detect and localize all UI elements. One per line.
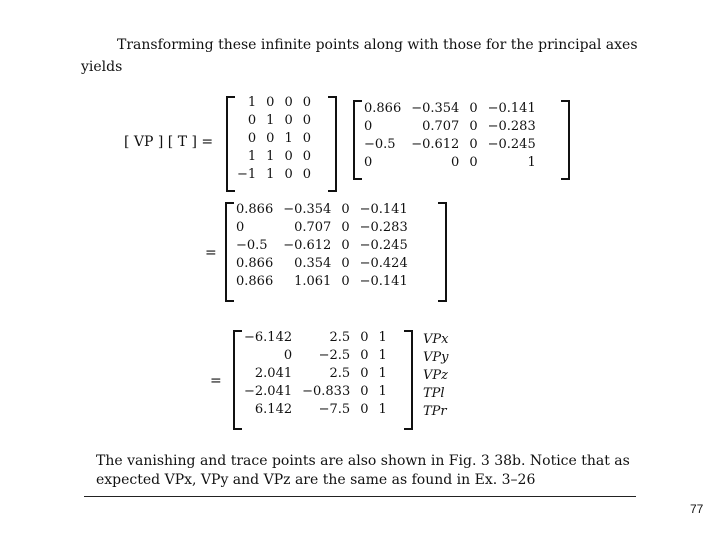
equation-lhs-label: [ VP ] [ T ] =: [124, 134, 214, 150]
matrix-cell: 0: [341, 238, 350, 253]
matrix-cell: 0: [469, 155, 478, 170]
matrix-cell: 0: [469, 137, 478, 152]
footer-rule: [84, 496, 636, 497]
matrix-row: [232, 148, 316, 166]
intro-line-2: yields: [81, 59, 123, 75]
equals-sign-2: =: [210, 373, 222, 389]
result-row-labels: [423, 331, 448, 421]
matrix-cell: 0: [360, 384, 369, 399]
matrix-cell: 0: [284, 113, 293, 128]
matrix-cell: 1: [266, 149, 275, 164]
result-row-label: TPl: [423, 386, 445, 401]
matrix-cell: 0: [341, 202, 350, 217]
matrix-cell: −0.245: [487, 137, 536, 152]
matrix-cell: 0.866: [364, 101, 402, 116]
matrix-row: [231, 255, 413, 273]
matrix-product-right-bracket: [438, 202, 447, 302]
matrix-cell: −0.612: [283, 238, 332, 253]
matrix-cell: 1.061: [294, 274, 332, 289]
matrix-cell: −2.5: [318, 348, 351, 363]
matrix-row: [231, 237, 413, 255]
matrix-cell: 6.142: [254, 402, 293, 417]
matrix-cell: 0: [360, 348, 369, 363]
matrix-cell: 1: [247, 95, 257, 110]
matrix-cell: 1: [266, 167, 275, 182]
matrix-row: [231, 201, 413, 219]
matrix-result: [239, 329, 392, 419]
matrix-row: [232, 94, 316, 112]
matrix-cell: 0: [360, 366, 369, 381]
matrix-row: [232, 130, 316, 148]
matrix-cell: 0: [236, 220, 245, 235]
matrix-row: [359, 100, 541, 118]
conclusion-line-1: The vanishing and trace points are also shown in Fig. 3 38b. Notice that as: [96, 453, 630, 469]
matrix-cell: −0.141: [359, 274, 408, 289]
matrix-cell: 0.354: [294, 256, 332, 271]
matrix-row: [239, 329, 392, 347]
matrix-row: [359, 154, 541, 172]
matrix-cell: −6.142: [244, 330, 293, 345]
matrix-cell: 0: [341, 256, 350, 271]
matrix-cell: −7.5: [318, 402, 351, 417]
matrix-cell: 0: [284, 95, 293, 110]
matrix-cell: −0.283: [359, 220, 408, 235]
matrix-cell: 1: [527, 155, 536, 170]
matrix-cell: 0: [341, 274, 350, 289]
matrix-cell: 1: [378, 366, 387, 381]
matrix-cell: 2.5: [329, 330, 351, 345]
matrix-cell: −0.141: [487, 101, 536, 116]
matrix-row: [232, 112, 316, 130]
matrix-row: [239, 347, 392, 365]
matrix-product: [231, 201, 413, 291]
matrix-cell: −0.424: [359, 256, 408, 271]
matrix-cell: 0.866: [236, 256, 274, 271]
matrix-cell: 0: [364, 155, 373, 170]
matrix-row: [231, 219, 413, 237]
matrix-cell: −0.833: [302, 384, 351, 399]
matrix-cell: 0: [302, 113, 312, 128]
matrix-row: [232, 166, 316, 184]
matrix-vp-right-bracket: [328, 96, 337, 192]
matrix-t: [359, 100, 541, 172]
matrix-cell: 0: [302, 131, 312, 146]
matrix-cell: 0: [360, 330, 369, 345]
conclusion-line-2: expected VPx, VPy and VPz are the same as found in Ex. 3–26: [96, 472, 536, 488]
matrix-cell: 0: [451, 155, 460, 170]
matrix-row: [239, 401, 392, 419]
matrix-cell: 0: [469, 101, 478, 116]
matrix-cell: 1: [378, 402, 387, 417]
matrix-cell: 0: [341, 220, 350, 235]
matrix-cell: 2.5: [329, 366, 351, 381]
matrix-vp: [232, 94, 316, 184]
matrix-cell: 0: [302, 149, 312, 164]
matrix-cell: −2.041: [244, 384, 293, 399]
matrix-cell: 1: [247, 149, 257, 164]
matrix-cell: 0: [302, 95, 312, 110]
matrix-cell: 0.866: [236, 202, 274, 217]
matrix-cell: 2.041: [254, 366, 293, 381]
matrix-t-right-bracket: [561, 100, 570, 180]
page-number: 77: [690, 502, 704, 516]
matrix-cell: −1: [237, 167, 257, 182]
matrix-cell: −0.141: [359, 202, 408, 217]
matrix-cell: −0.245: [359, 238, 408, 253]
matrix-cell: 0: [360, 402, 369, 417]
matrix-cell: −0.5: [236, 238, 268, 253]
matrix-cell: 0.707: [422, 119, 460, 134]
matrix-row: [231, 273, 413, 291]
matrix-cell: 1: [284, 131, 293, 146]
matrix-cell: 0: [364, 119, 373, 134]
matrix-cell: 0.707: [294, 220, 332, 235]
result-row-label: TPr: [423, 404, 447, 419]
matrix-cell: 0: [283, 348, 293, 363]
matrix-cell: 0: [266, 131, 275, 146]
matrix-cell: −0.5: [364, 137, 396, 152]
matrix-cell: 0.866: [236, 274, 274, 289]
matrix-cell: 1: [378, 330, 387, 345]
matrix-cell: −0.283: [487, 119, 536, 134]
matrix-cell: 0: [266, 95, 275, 110]
matrix-cell: 1: [378, 384, 387, 399]
matrix-cell: −0.612: [411, 137, 460, 152]
matrix-cell: 1: [378, 348, 387, 363]
matrix-row: [239, 383, 392, 401]
matrix-row: [359, 136, 541, 154]
matrix-cell: −0.354: [411, 101, 460, 116]
result-row-label: VPy: [423, 350, 449, 365]
matrix-cell: 0: [284, 167, 293, 182]
intro-line-1: Transforming these infinite points along with those for the principal axes: [117, 37, 638, 53]
matrix-row: [239, 365, 392, 383]
matrix-result-right-bracket: [404, 330, 413, 430]
matrix-cell: −0.354: [283, 202, 332, 217]
matrix-cell: 0: [247, 131, 257, 146]
result-row-label: VPz: [423, 368, 448, 383]
matrix-cell: 1: [266, 113, 275, 128]
equals-sign-1: =: [205, 245, 217, 261]
matrix-cell: 0: [247, 113, 257, 128]
matrix-cell: 0: [469, 119, 478, 134]
matrix-cell: 0: [284, 149, 293, 164]
matrix-cell: 0: [302, 167, 312, 182]
matrix-row: [359, 118, 541, 136]
result-row-label: VPx: [423, 332, 449, 347]
